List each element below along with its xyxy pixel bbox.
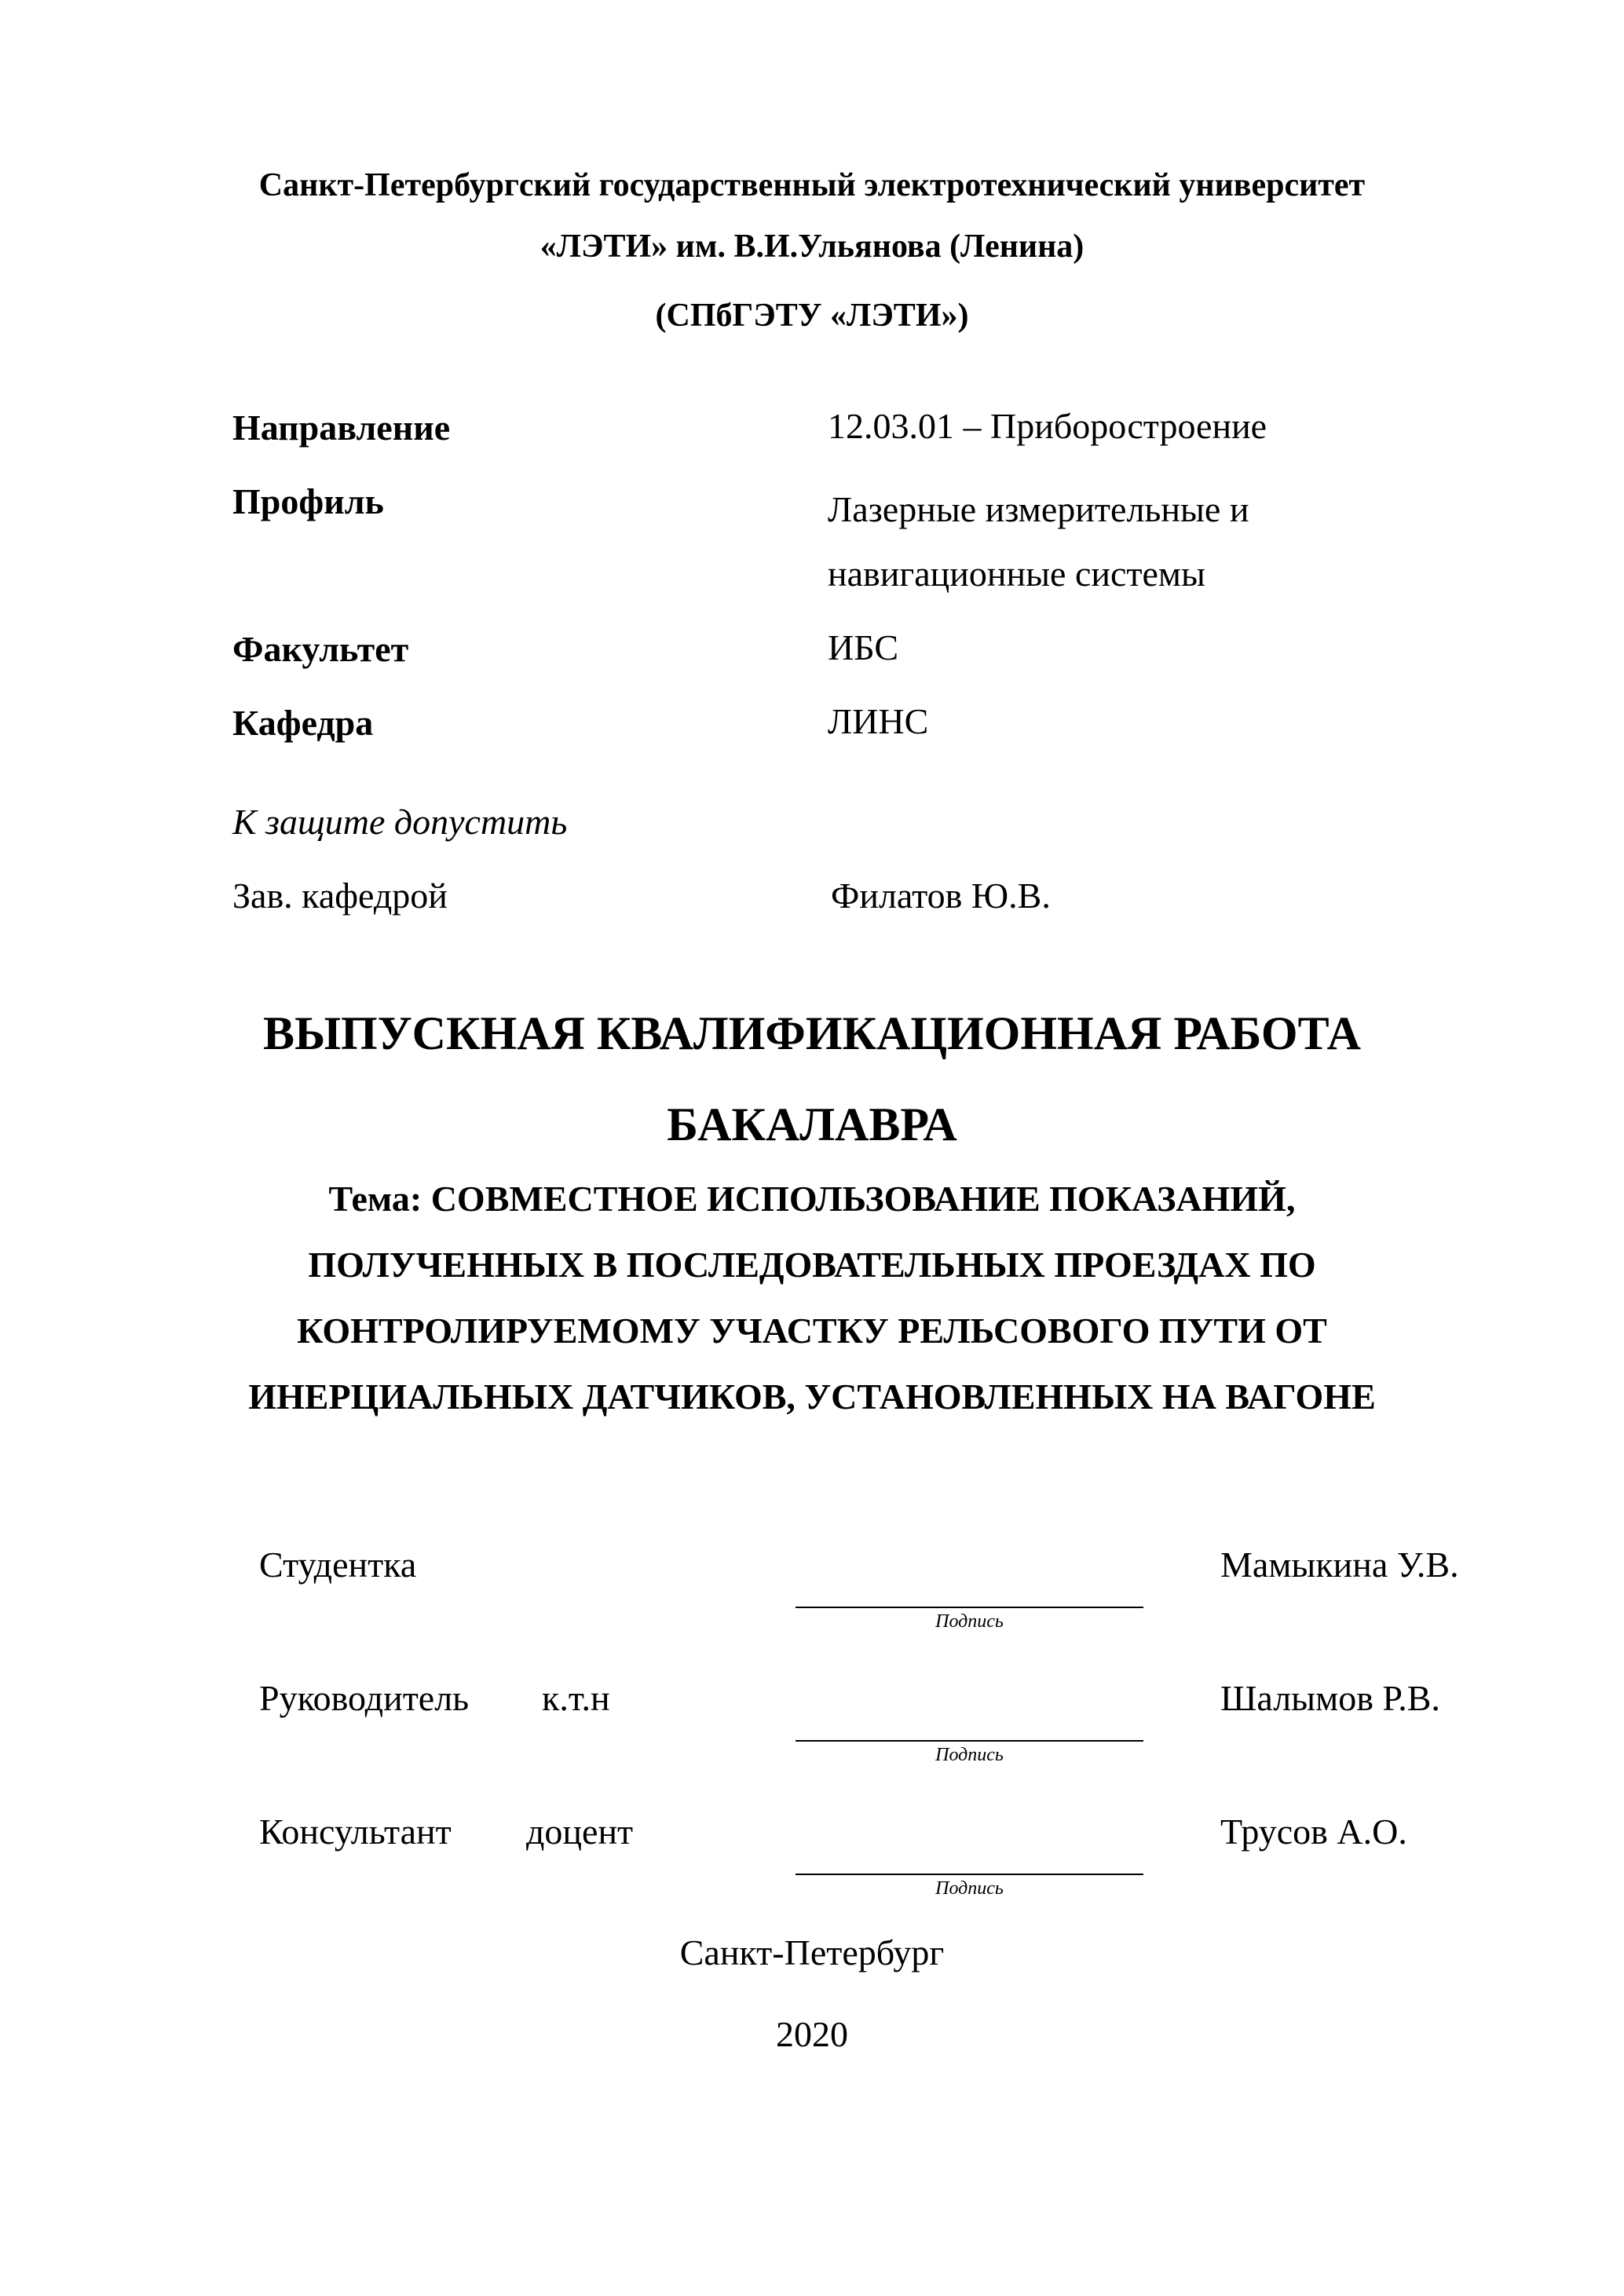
footer-year: 2020 bbox=[776, 2014, 848, 2054]
department-value: ЛИНС bbox=[828, 701, 929, 741]
approval-text: К защите допустить bbox=[232, 802, 568, 842]
supervisor-degree: к.т.н bbox=[542, 1678, 610, 1718]
profile-value-line-2: навигационные системы bbox=[828, 554, 1205, 594]
student-name: Мамыкина У.В. bbox=[1220, 1545, 1459, 1585]
theme-line-4: ИНЕРЦИАЛЬНЫХ ДАТЧИКОВ, УСТАНОВЛЕННЫХ НА ВАГОНЕ bbox=[248, 1377, 1376, 1417]
theme-line-2: ПОЛУЧЕННЫХ В ПОСЛЕДОВАТЕЛЬНЫХ ПРОЕЗДАХ ПО bbox=[308, 1245, 1316, 1285]
student-role: Студентка bbox=[259, 1545, 417, 1585]
faculty-value: ИБС bbox=[828, 627, 899, 667]
direction-label: Направление bbox=[232, 408, 451, 448]
approval-name: Филатов Ю.В. bbox=[831, 876, 1051, 916]
consultant-degree: доцент bbox=[526, 1812, 634, 1852]
supervisor-name: Шалымов Р.В. bbox=[1220, 1678, 1440, 1718]
direction-value: 12.03.01 – Приборостроение bbox=[828, 406, 1267, 446]
university-name: Санкт-Петербургский государственный электротехнический университет bbox=[258, 167, 1366, 203]
consultant-signature-caption: Подпись bbox=[935, 1878, 1004, 1899]
footer-city: Санкт-Петербург bbox=[679, 1932, 945, 1972]
consultant-role: Консультант bbox=[259, 1812, 452, 1852]
supervisor-role: Руководитель bbox=[259, 1678, 470, 1718]
student-signature-line bbox=[796, 1607, 1143, 1608]
profile-value-line-1: Лазерные измерительные и bbox=[828, 489, 1249, 529]
consultant-signature-line bbox=[796, 1874, 1143, 1875]
university-short-name: «ЛЭТИ» им. В.И.Ульянова (Ленина) bbox=[540, 229, 1084, 265]
department-label: Кафедра bbox=[232, 703, 374, 743]
profile-label: Профиль bbox=[232, 481, 384, 521]
theme-line-3: КОНТРОЛИРУЕМОМУ УЧАСТКУ РЕЛЬСОВОГО ПУТИ ОТ bbox=[297, 1311, 1327, 1351]
university-abbreviation: (СПбГЭТУ «ЛЭТИ») bbox=[655, 298, 969, 334]
supervisor-signature-caption: Подпись bbox=[935, 1745, 1004, 1765]
approval-role: Зав. кафедрой bbox=[232, 876, 448, 916]
supervisor-signature-line bbox=[796, 1740, 1143, 1742]
student-signature-caption: Подпись bbox=[935, 1611, 1004, 1632]
faculty-label: Факультет bbox=[232, 629, 409, 669]
document-title-line-2: БАКАЛАВРА bbox=[667, 1099, 957, 1150]
consultant-name: Трусов А.О. bbox=[1220, 1812, 1407, 1852]
theme-line-1: Тема: СОВМЕСТНОЕ ИСПОЛЬЗОВАНИЕ ПОКАЗАНИЙ, bbox=[328, 1179, 1296, 1219]
document-title-line-1: ВЫПУСКНАЯ КВАЛИФИКАЦИОННАЯ РАБОТА bbox=[263, 1007, 1361, 1059]
